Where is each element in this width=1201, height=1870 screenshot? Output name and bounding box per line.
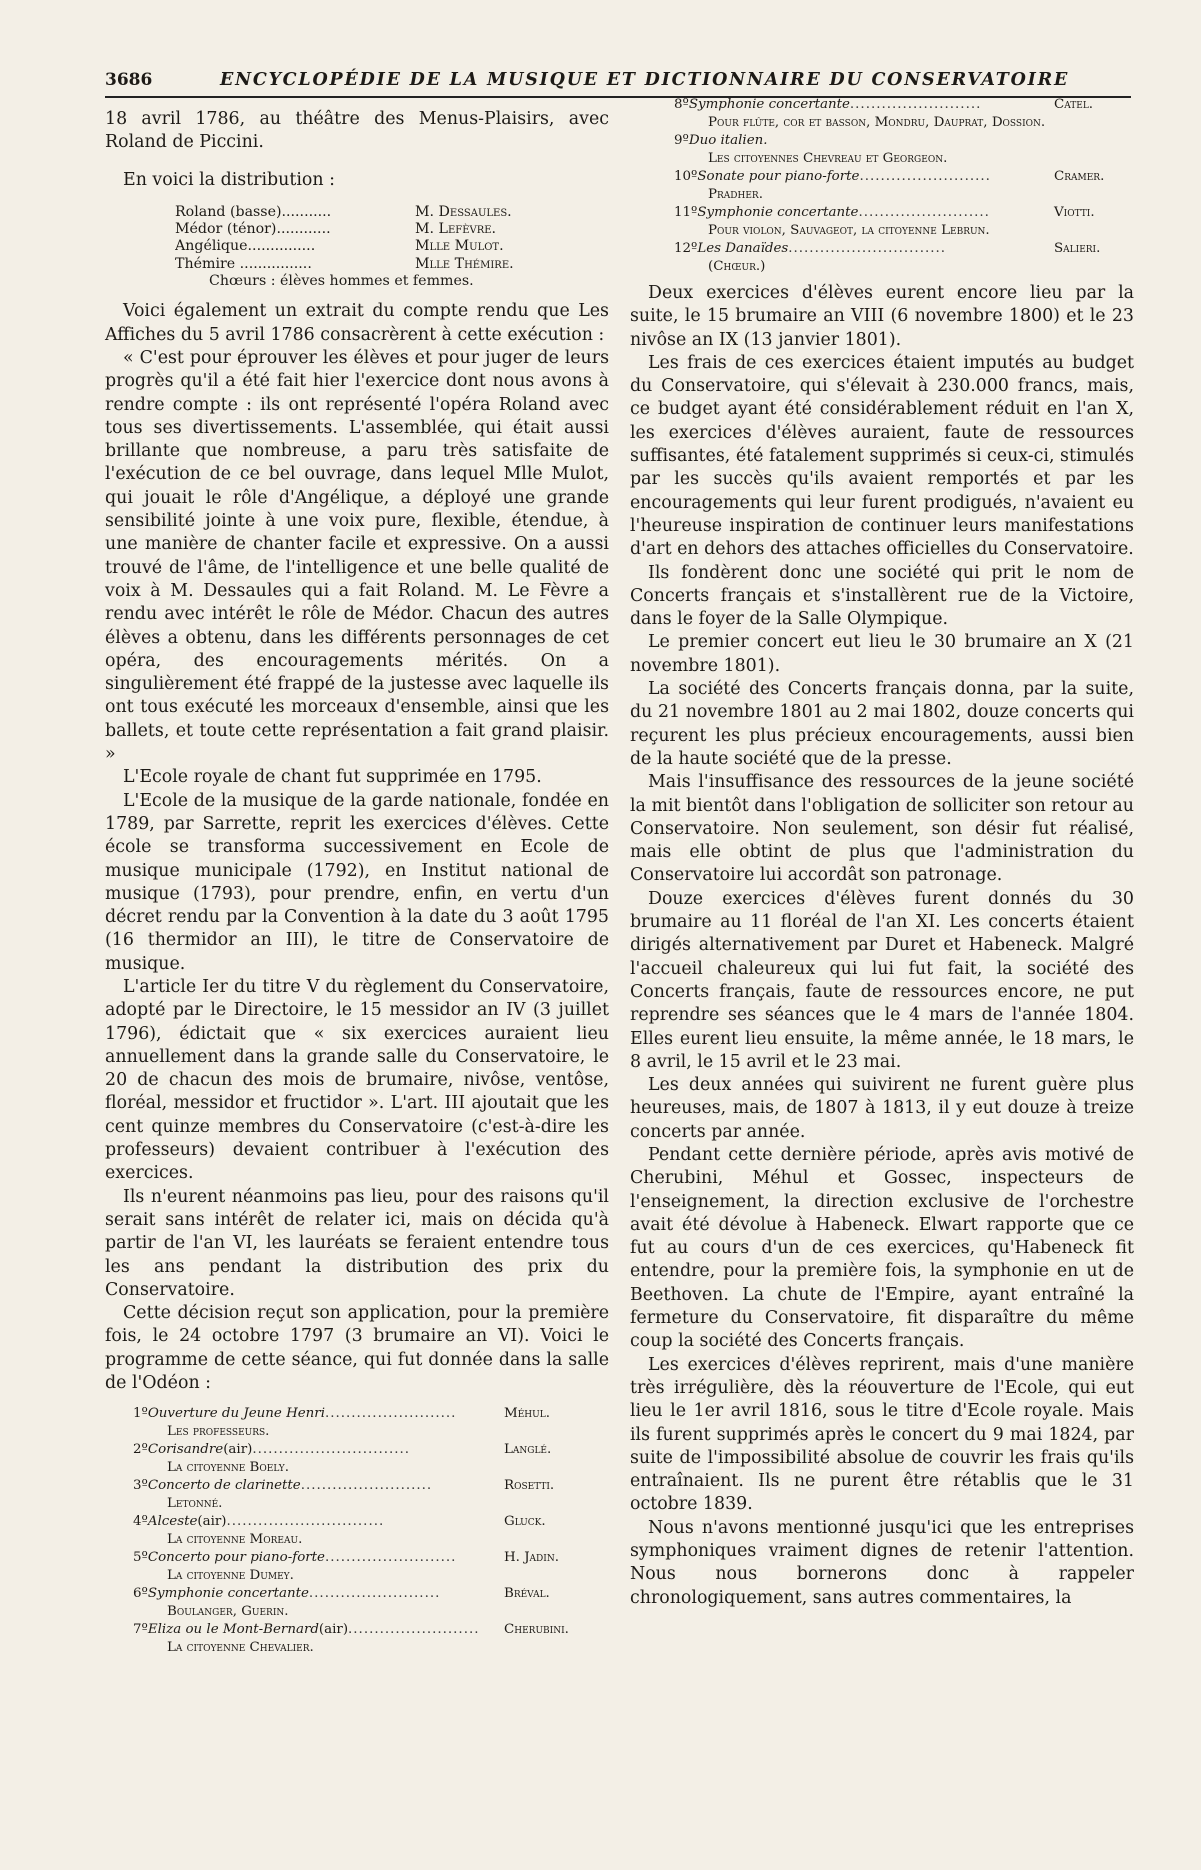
piece-title: Eliza ou le Mont-Bernard: [147, 1622, 319, 1638]
left-column: [105, 108, 609, 1657]
cast-role: Roland (basse)...........: [175, 203, 332, 220]
performers: La citoyenne Dumey.: [167, 1568, 294, 1584]
leader-dots: .........................: [849, 97, 982, 112]
composer: Cherubini.: [504, 1622, 569, 1638]
performers: Pour violon, Sauvageot, la citoyenne Lebrun.: [708, 223, 990, 238]
item-number: 2º: [133, 1442, 148, 1458]
leader-dots: ..............................: [226, 1514, 385, 1530]
programme-item: [674, 168, 1134, 204]
programme-item: [674, 240, 1134, 276]
paragraph: En voici la distribution :: [123, 169, 335, 190]
item-number: 5º: [133, 1550, 148, 1566]
performers: Les professeurs.: [167, 1424, 270, 1440]
piece-title: Symphonie concertante: [697, 205, 859, 220]
cast-actor: M. Dessaules.: [415, 203, 512, 220]
cast-actor: Mlle Mulot.: [415, 238, 504, 255]
cast-row: [175, 204, 609, 221]
composer: Rosetti.: [504, 1478, 555, 1494]
leader-dots: .........................: [300, 1478, 433, 1494]
leader-dots: ..............................: [788, 241, 946, 256]
cast-row: [175, 221, 609, 238]
cast-list: [175, 204, 609, 290]
item-number: 8º: [674, 97, 689, 112]
piece-title: Symphonie concertante: [688, 97, 850, 112]
leader-dots: .........................: [348, 1622, 480, 1638]
piece-title: Concerto de clarinette: [147, 1478, 301, 1494]
item-number: 6º: [133, 1586, 148, 1602]
programme-item: [133, 1405, 579, 1441]
paragraph: Cette décision reçut son application, pour la première fois, le 24 octobre 1797 (3 brumaire an VI). Voici le programme de cette séance, qui fut donnée dans la salle de l'Odéon :: [105, 1303, 609, 1394]
leader-dots: .........................: [308, 1586, 441, 1602]
programme-item: [133, 1549, 579, 1585]
performers: La citoyenne Boely.: [167, 1460, 289, 1476]
programme-item: [133, 1477, 579, 1513]
piece-title: Duo italien.: [688, 133, 768, 148]
paragraph: Les deux années qui suivirent ne furent guère plus heureuses, mais, de 1807 à 1813, il y eut douze à treize concerts par année.: [630, 1075, 1134, 1142]
paragraph: Les exercices d'élèves reprirent, mais d'une manière très irrégulière, dès la réouverture de l'Ecole, qui eut lieu le 1er avril 1816, sous le titre d'Ecole royale. Mais ils furent supprimés après le concert du 9 mai 1824, par suite de l'impossibilité absolue de couvrir les frais qu'ils entraînaient. Ils ne purent être rétablis que le 31 octobre 1839.: [630, 1354, 1134, 1515]
composer: Cramer.: [1054, 169, 1105, 184]
piece-kind: (air): [197, 1514, 227, 1530]
performers: La citoyenne Moreau.: [167, 1532, 303, 1548]
programme-item: [133, 1513, 579, 1549]
leader-dots: .........................: [325, 1406, 457, 1422]
paragraph: L'article Ier du titre V du règlement du Conservatoire, adopté par le Directoire, le 15 messidor an IV (3 juillet 1796), édictait que « six exercices auraient lieu annuellement dans la grande salle du Conservatoire, le 20 de chacun des mois de brumaire, nivôse, ventôse, floréal, messidor et fructidor ». L'art. III ajoutait que les cent quinze membres du Conservatoire (c'est-à-dire les professeurs) devaient contribuer à l'exécution des exercices.: [105, 976, 609, 1184]
leader-dots: .........................: [859, 169, 991, 184]
paragraph: Mais l'insuffisance des ressources de la jeune société la mit bientôt dans l'obligation de solliciter son retour au Conservatoire. Non seulement, son désir fut réalisé, mais elle obtint de plus que l'administration du Conservatoire lui accordât son patronage.: [630, 772, 1134, 886]
quotation: « C'est pour éprouver les élèves et pour juger de leurs progrès qu'il a été fait hier l'exercice dont nous avons à rendre compte : ils ont représenté l'opéra Roland avec tous ses divertissements. L'assemblée, qui était aussi brillante que nombreuse, a paru très satisfaite de l'exécution de ce bel ouvrage, dans lequel Mlle Mulot, qui jouait le rôle d'Angélique, a déployé une grande sensibilité jointe à une voix pure, flexible, étendue, à une manière de chanter facile et expressive. On a aussi trouvé de l'âme, de l'intelligence et une belle qualité de voix à M. Dessaules qui a fait Roland. M. Le Fèvre a rendu avec intérêt le rôle de Médor. Chacun des autres élèves a obtenu, dans les différents personnages de cet opéra, des encouragements mérités. On a singulièrement été frappé de la justesse avec laquelle ils ont tous exécuté les morceaux d'ensemble, ainsi que les ballets, et toute cette représentation a fait grand plaisir. »: [105, 347, 609, 765]
piece-kind: (air): [318, 1622, 349, 1638]
cast-actor: M. Lefèvre.: [415, 221, 497, 238]
composer: Viotti.: [1054, 205, 1095, 220]
paragraph: Les frais de ces exercices étaient imputés au budget du Conservatoire, qui s'élevait à 230.000 francs, mais, ce budget ayant été considérablement réduit en l'an X, les exercices d'élèves auraient, faute de ressources suffisantes, été fatalement supprimés si ceux-ci, stimulés par les succès qu'ils avaient remportés et par les encouragements qui leur furent prodigués, n'avaient eu l'heureuse inspiration de continuer leurs manifestations d'art en dehors des attaches officielles du Conservatoire.: [630, 352, 1134, 560]
composer: Langlé.: [504, 1442, 552, 1458]
piece-kind: (air): [223, 1442, 253, 1458]
choeurs-note: Chœurs : élèves hommes et femmes.: [209, 273, 474, 290]
programme-item: [133, 1441, 579, 1477]
paragraph: 18 avril 1786, au théâtre des Menus-Plaisirs, avec Roland de Piccini.: [105, 109, 609, 153]
paragraph: La société des Concerts français donna, par la suite, du 21 novembre 1801 au 2 mai 1802, douze concerts qui reçurent les plus précieux encouragements, aussi bien de la haute société que de la presse.: [630, 679, 1134, 769]
composer: Bréval.: [504, 1586, 550, 1602]
paragraph: Nous n'avons mentionné jusqu'ici que les entreprises symphoniques vraiment dignes de retenir l'attention. Nous nous bornerons donc à rappeler chronologiquement, sans autres commentaires, la: [630, 1517, 1134, 1608]
composer: Salieri.: [1054, 241, 1101, 256]
performers: Letonné.: [167, 1496, 223, 1512]
composer: H. Jadin.: [504, 1550, 559, 1566]
cast-row: [175, 238, 609, 255]
leader-dots: .........................: [858, 205, 990, 220]
cast-row: [175, 256, 609, 273]
concert-programme: [133, 1405, 579, 1657]
programme-item: [133, 1585, 579, 1621]
piece-title: Concerto pour piano-forte: [147, 1550, 325, 1566]
cast-role: Médor (ténor)............: [175, 221, 331, 238]
page-number: 3686: [105, 70, 153, 90]
performers: Pradher.: [708, 187, 763, 202]
concert-programme-continued: [674, 96, 1134, 276]
item-number: 9º: [674, 133, 689, 148]
composer: [1044, 132, 1134, 150]
paragraph: Pendant cette dernière période, après avis motivé de Cherubini, Méhul et Gossec, inspecteurs de l'enseignement, la direction exclusive de l'orchestre avait été dévolue à Habeneck. Elwart rapporte que ce fut au cours d'un de ces exercices, qu'Habeneck fit entendre, pour la première fois, la symphonie en ut de Beethoven. La chute de l'Empire, ayant entraîné la fermeture du Conservatoire, fit disparaître du même coup la société des Concerts français.: [630, 1144, 1134, 1352]
cast-role: Thémire ................: [175, 255, 312, 272]
piece-title: Sonate pour piano-forte: [697, 169, 860, 184]
item-number: 3º: [133, 1478, 148, 1494]
running-title: ENCYCLOPÉDIE DE LA MUSIQUE ET DICTIONNAIRE DU CONSERVATOIRE: [220, 70, 1070, 90]
piece-title: Ouverture du Jeune Henri: [147, 1406, 325, 1422]
running-header: [105, 66, 1131, 98]
piece-title: Corisandre: [147, 1442, 224, 1458]
item-number: 12º: [674, 241, 698, 256]
composer: Catel.: [1054, 97, 1094, 112]
performers: Les citoyennes Chevreau et Georgeon.: [708, 151, 948, 166]
performers: (Chœur.): [708, 259, 766, 274]
performers: Pour flûte, cor et basson, Mondru, Dauprat, Dossion.: [708, 115, 1046, 130]
item-number: 1º: [133, 1406, 148, 1422]
programme-item: [133, 1621, 579, 1657]
programme-item: [674, 204, 1134, 240]
composer: Méhul.: [504, 1406, 550, 1422]
piece-title: Alceste: [147, 1514, 198, 1530]
paragraph: Douze exercices d'élèves furent donnés du 30 brumaire au 11 floréal de l'an XI. Les concerts étaient dirigés alternativement par Duret et Habeneck. Malgré l'accueil chaleureux qui lui fut fait, la société des Concerts français, faute de ressources encore, ne put reprendre ses séances que le 4 mars de l'année 1804. Elles eurent lieu ensuite, la même année, le 18 mars, le 8 avril, le 15 avril et le 23 mai.: [630, 888, 1134, 1072]
composer: Gluck.: [504, 1514, 546, 1530]
item-number: 11º: [674, 205, 698, 220]
leader-dots: ..............................: [252, 1442, 411, 1458]
spacer: [105, 155, 609, 169]
leader-dots: .........................: [324, 1550, 457, 1566]
paragraph: Deux exercices d'élèves eurent encore lieu par la suite, le 15 brumaire an VIII (6 novembre 1800) et le 23 nivôse an IX (13 janvier 1801).: [630, 283, 1134, 350]
paragraph: Ils n'eurent néanmoins pas lieu, pour des raisons qu'il serait sans intérêt de relater ici, mais on décida qu'à partir de l'an VI, les lauréats se feraient entendre tous les ans pendant la distribution des prix du Conservatoire.: [105, 1186, 609, 1300]
performers: Boulanger, Guerin.: [167, 1604, 289, 1620]
item-number: 7º: [133, 1622, 148, 1638]
paragraph: L'Ecole de la musique de la garde nationale, fondée en 1789, par Sarrette, reprit les exercices d'élèves. Cette école se transforma successivement en Ecole de musique municipale (1792), en Institut national de musique (1793), pour prendre, enfin, en vertu d'un décret rendu par la Convention à la date du 3 août 1795 (16 thermidor an III), le titre de Conservatoire de musique.: [105, 790, 609, 974]
right-column: [630, 97, 1134, 1610]
item-number: 4º: [133, 1514, 148, 1530]
leader-dots: [768, 132, 1044, 150]
cast-actor: Mlle Thémire.: [415, 255, 514, 272]
paragraph: Ils fondèrent donc une société qui prit le nom de Concerts français et s'installèrent rue de la Victoire, dans le foyer de la Salle Olympique.: [630, 562, 1134, 630]
item-number: 10º: [674, 169, 698, 184]
paragraph: Le premier concert eut lieu le 30 brumaire an X (21 novembre 1801).: [630, 632, 1134, 676]
piece-title: Symphonie concertante: [147, 1586, 309, 1602]
programme-item: [674, 132, 1134, 168]
performers: La citoyenne Chevalier.: [167, 1640, 314, 1656]
paragraph: Voici également un extrait du compte rendu que Les Affiches du 5 avril 1786 consacrèrent à cette exécution :: [105, 301, 609, 345]
cast-role: Angélique...............: [175, 238, 316, 255]
piece-title: Les Danaïdes: [697, 241, 789, 256]
programme-item: [674, 96, 1134, 132]
paragraph: L'Ecole royale de chant fut supprimée en 1795.: [123, 767, 542, 788]
